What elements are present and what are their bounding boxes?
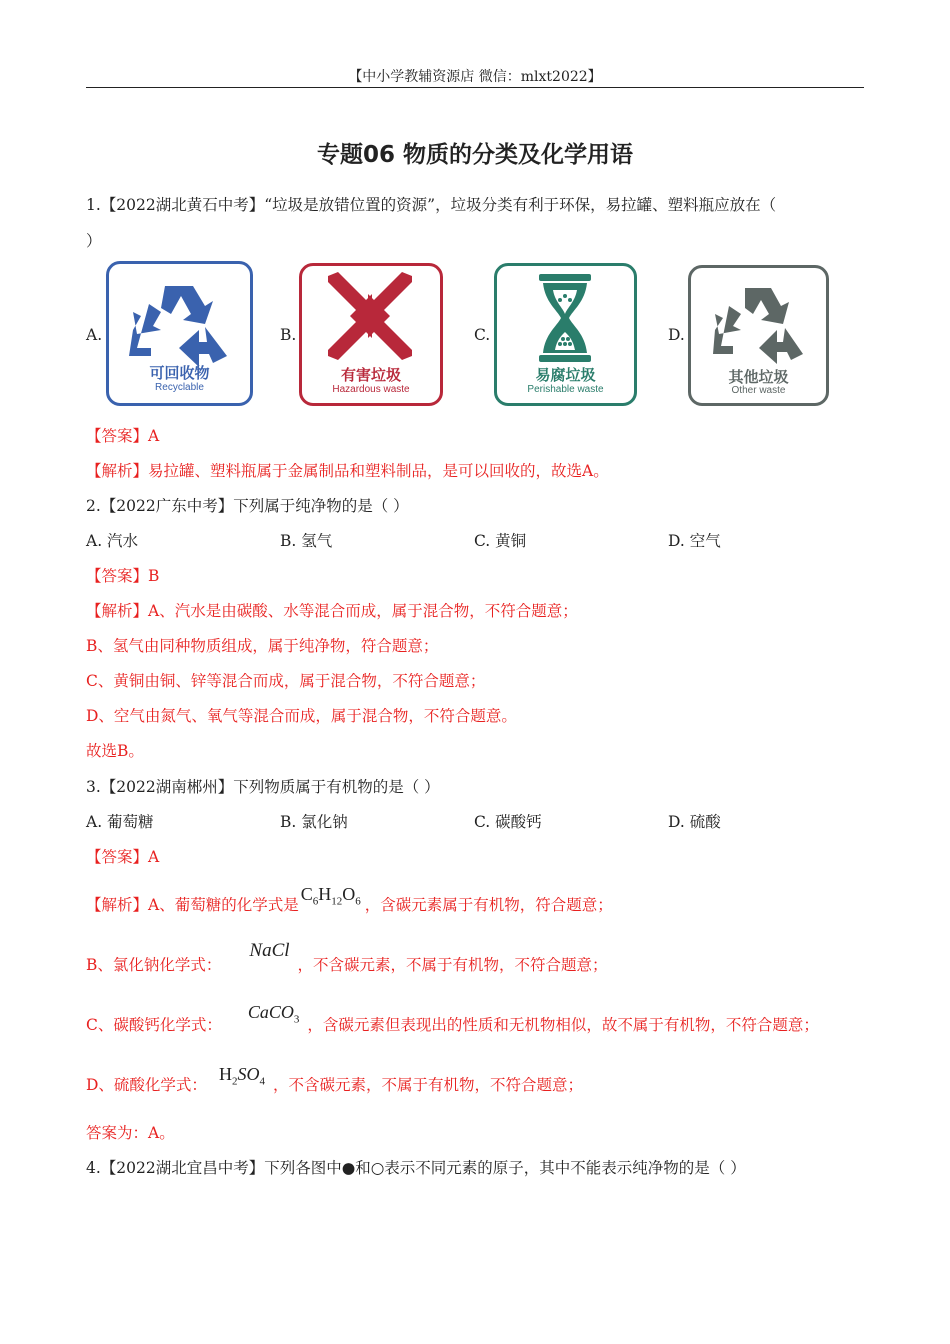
- q3-b-post: ，不含碳元素，不属于有机物，不符合题意；: [297, 956, 608, 974]
- q1-option-b-letter: B.: [280, 326, 297, 344]
- nacl-formula: NaCl: [249, 940, 290, 961]
- q1-b-en: Hazardous waste: [332, 384, 410, 395]
- q1-stem-cont: ）: [86, 232, 102, 250]
- other-waste-bin-icon: [688, 265, 829, 406]
- q1-stem: 1.【2022湖北黄石中考】“垃圾是放错位置的资源”，垃圾分类有利于环保，易拉罐、塑料瓶应放在（: [86, 196, 777, 214]
- q1-answer: 【答案】A: [86, 427, 160, 445]
- q3-a-pre: 【解析】A、葡萄糖的化学式是: [86, 896, 299, 914]
- q2-analysis-line: 【解析】A、汽水是由碳酸、水等混合而成，属于混合物，不符合题意；: [86, 602, 578, 620]
- q3-analysis-c: [86, 1002, 819, 1038]
- q1-d-zh: 其他垃圾: [728, 368, 789, 386]
- recyclable-bin-icon: [106, 261, 253, 406]
- q1-option-c-letter: C.: [474, 326, 491, 344]
- q2-answer: 【答案】B: [86, 567, 160, 585]
- q1-c-en: Perishable waste: [527, 384, 604, 395]
- q3-answer: 【答案】A: [86, 848, 160, 866]
- page-header: 【中小学教辅资源店 微信：mlxt2022】: [348, 69, 602, 85]
- q2-analysis-line: 故选B。: [86, 742, 144, 760]
- q4-stem: 4.【2022湖北宜昌中考】下列各图中●和○表示不同元素的原子，其中不能表示纯净物的是（ ）: [86, 1159, 746, 1177]
- q3-conclusion: 答案为：A。: [86, 1124, 175, 1142]
- q2-option-c: C. 黄铜: [474, 532, 527, 550]
- q2-analysis-line: B、氢气由同种物质组成，属于纯净物，符合题意；: [86, 637, 439, 655]
- q2-analysis-line: C、黄铜由铜、锌等混合而成，属于混合物，不符合题意；: [86, 672, 486, 690]
- q3-c-post: ，含碳元素但表现出的性质和无机物相似，故不属于有机物，不符合题意；: [307, 1016, 819, 1034]
- q3-option-d: D. 硫酸: [668, 813, 721, 831]
- q2-option-d: D. 空气: [668, 532, 721, 550]
- q3-option-c: C. 碳酸钙: [474, 813, 542, 831]
- q3-option-b: B. 氯化钠: [280, 813, 348, 831]
- page-title: 专题06 物质的分类及化学用语: [316, 142, 633, 168]
- q3-a-post: ，含碳元素属于有机物，符合题意；: [364, 896, 613, 914]
- q3-b-pre: B、氯化钠化学式：: [86, 956, 222, 974]
- caco3-formula: CaCO$_3$: [247, 1002, 300, 1026]
- q3-analysis-b: [86, 940, 608, 976]
- q3-d-pre: D、硫酸化学式：: [86, 1076, 207, 1094]
- q1-a-en: Recyclable: [155, 382, 204, 393]
- hazardous-bin-icon: [299, 263, 443, 406]
- q1-option-a-letter: A.: [86, 326, 103, 344]
- q2-stem: 2.【2022广东中考】下列属于纯净物的是（ ）: [86, 497, 409, 515]
- q3-c-pre: C、碳酸钙化学式：: [86, 1016, 222, 1034]
- q1-d-en: Other waste: [731, 385, 786, 396]
- q3-analysis-a: [86, 884, 613, 918]
- q1-b-zh: 有害垃圾: [340, 366, 401, 384]
- header-divider: [86, 87, 864, 88]
- q1-c-zh: 易腐垃圾: [535, 366, 596, 384]
- q1-option-d-letter: D.: [668, 326, 685, 344]
- q3-d-post: ，不含碳元素，不属于有机物，不符合题意；: [272, 1076, 583, 1094]
- q3-option-a: A. 葡萄糖: [86, 813, 154, 831]
- perishable-bin-icon: [494, 263, 637, 406]
- q1-a-zh: 可回收物: [149, 364, 210, 382]
- h2so4-formula: $H_2SO_4$: [218, 1064, 265, 1088]
- q3-stem: 3.【2022湖南郴州】下列物质属于有机物的是（ ）: [86, 778, 440, 796]
- glucose-formula: $C_6H_{12}O_6$: [300, 884, 361, 908]
- q1-analysis: 【解析】易拉罐、塑料瓶属于金属制品和塑料制品，是可以回收的，故选A。: [86, 462, 609, 480]
- q2-option-b: B. 氢气: [280, 532, 333, 550]
- q2-analysis-line: D、空气由氮气、氧气等混合而成，属于混合物，不符合题意。: [86, 707, 517, 725]
- q3-analysis-d: [86, 1064, 583, 1098]
- q2-option-a: A. 汽水: [86, 532, 139, 550]
